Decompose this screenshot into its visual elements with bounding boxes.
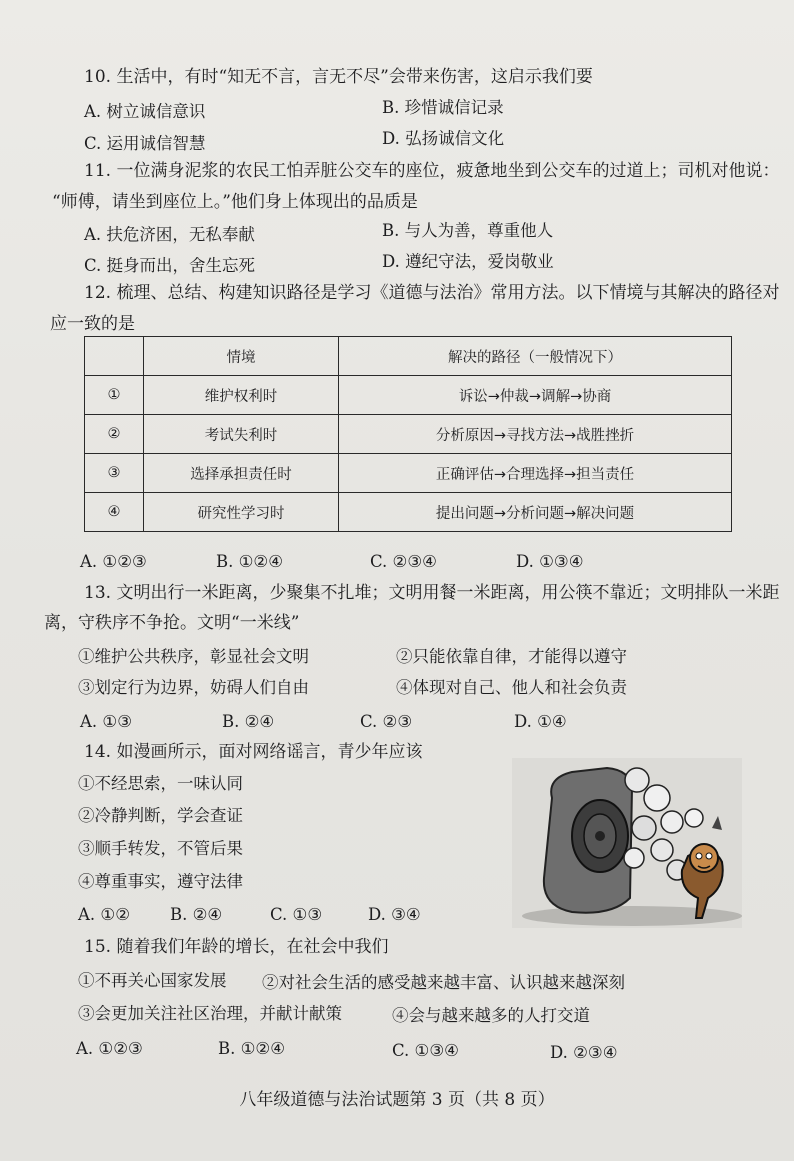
table-cell: 维护权利时 bbox=[144, 376, 339, 415]
table-row bbox=[85, 454, 732, 493]
q10-option-c: C. 运用诚信智慧 bbox=[84, 134, 206, 153]
q13-option-b: B. ②④ bbox=[222, 712, 275, 731]
question-11-stem-line2: “师傅，请坐到座位上。”他们身上体现出的品质是 bbox=[52, 192, 418, 212]
table-cell: ④ bbox=[85, 493, 144, 532]
question-14-stem: 14. 如漫画所示，面对网络谣言，青少年应该 bbox=[84, 742, 423, 762]
q15-option-c: C. ①③④ bbox=[392, 1041, 459, 1060]
table-cell: 选择承担责任时 bbox=[144, 454, 339, 493]
table-cell: 诉讼→仲裁→调解→协商 bbox=[339, 376, 732, 415]
q14-statement-4: ④尊重事实，遵守法律 bbox=[78, 872, 243, 891]
q13-statement-4: ④体现对自己、他人和社会负责 bbox=[396, 678, 627, 697]
question-13-stem-line1: 13. 文明出行一米距离，少聚集不扎堆；文明用餐一米距离，用公筷不靠近；文明排队一米距 bbox=[84, 583, 780, 603]
q14-statement-3: ③顺手转发，不管后果 bbox=[78, 839, 243, 858]
q12-option-c: C. ②③④ bbox=[370, 552, 437, 571]
q15-statement-2: ②对社会生活的感受越来越丰富、认识越来越深刻 bbox=[262, 973, 625, 992]
q15-option-a: A. ①②③ bbox=[76, 1039, 143, 1058]
q13-option-d: D. ①④ bbox=[514, 712, 567, 731]
page-footer: 八年级道德与法治试题第 3 页（共 8 页） bbox=[239, 1090, 555, 1110]
q11-option-c: C. 挺身而出，舍生忘死 bbox=[84, 256, 256, 275]
question-15-stem: 15. 随着我们年龄的增长，在社会中我们 bbox=[84, 937, 389, 957]
q12-option-a: A. ①②③ bbox=[80, 552, 147, 571]
q10-option-b: B. 珍惜诚信记录 bbox=[382, 98, 504, 117]
table-header-cell: 解决的路径（一般情况下） bbox=[339, 337, 732, 376]
q12-option-b: B. ①②④ bbox=[216, 552, 283, 571]
question-13-stem-line2: 离，守秩序不争抢。文明“一米线” bbox=[44, 613, 300, 633]
table-header-row bbox=[85, 337, 732, 376]
q11-option-a: A. 扶危济困，无私奉献 bbox=[84, 225, 255, 244]
table-cell: ② bbox=[85, 415, 144, 454]
question-11-stem-line1: 11. 一位满身泥浆的农民工怕弄脏公交车的座位，疲惫地坐到公交车的过道上；司机对他说： bbox=[84, 161, 780, 181]
table-row bbox=[85, 493, 732, 532]
q11-option-d: D. 遵纪守法，爱岗敬业 bbox=[382, 252, 554, 271]
q14-option-a: A. ①② bbox=[78, 905, 130, 924]
table-row bbox=[85, 376, 732, 415]
table-cell: 正确评估→合理选择→担当责任 bbox=[339, 454, 732, 493]
table-cell: ③ bbox=[85, 454, 144, 493]
question-12-stem-line2: 应一致的是 bbox=[50, 314, 135, 334]
table-cell: 考试失利时 bbox=[144, 415, 339, 454]
q14-option-c: C. ①③ bbox=[270, 905, 323, 924]
q14-statement-2: ②冷静判断，学会查证 bbox=[78, 806, 243, 825]
table-cell: ① bbox=[85, 376, 144, 415]
q13-option-a: A. ①③ bbox=[80, 712, 132, 731]
q12-table bbox=[84, 336, 732, 532]
q10-option-a: A. 树立诚信意识 bbox=[84, 102, 206, 121]
table-row bbox=[85, 415, 732, 454]
table-cell: 提出问题→分析问题→解决问题 bbox=[339, 493, 732, 532]
q14-statement-1: ①不经思索，一味认同 bbox=[78, 774, 243, 793]
q13-statement-2: ②只能依靠自律，才能得以遵守 bbox=[396, 647, 627, 666]
q13-option-c: C. ②③ bbox=[360, 712, 413, 731]
q15-option-b: B. ①②④ bbox=[218, 1039, 285, 1058]
q11-option-b: B. 与人为善，尊重他人 bbox=[382, 221, 554, 240]
table-header-cell: 情境 bbox=[144, 337, 339, 376]
rumor-cartoon-image bbox=[512, 758, 742, 928]
q15-statement-4: ④会与越来越多的人打交道 bbox=[392, 1006, 590, 1025]
table-cell: 研究性学习时 bbox=[144, 493, 339, 532]
table-cell: 分析原因→寻找方法→战胜挫折 bbox=[339, 415, 732, 454]
q15-option-d: D. ②③④ bbox=[550, 1043, 618, 1062]
q10-option-d: D. 弘扬诚信文化 bbox=[382, 129, 505, 148]
q12-option-d: D. ①③④ bbox=[516, 552, 584, 571]
question-10-stem: 10. 生活中，有时“知无不言，言无不尽”会带来伤害，这启示我们要 bbox=[84, 67, 593, 87]
q15-statement-1: ①不再关心国家发展 bbox=[78, 971, 227, 990]
q14-option-d: D. ③④ bbox=[368, 905, 421, 924]
q13-statement-3: ③划定行为边界，妨碍人们自由 bbox=[78, 678, 309, 697]
q13-statement-1: ①维护公共秩序，彰显社会文明 bbox=[78, 647, 309, 666]
q14-option-b: B. ②④ bbox=[170, 905, 223, 924]
question-12-stem-line1: 12. 梳理、总结、构建知识路径是学习《道德与法治》常用方法。以下情境与其解决的路径对 bbox=[84, 283, 780, 303]
q15-statement-3: ③会更加关注社区治理，并献计献策 bbox=[78, 1004, 342, 1023]
table-header-cell bbox=[85, 337, 144, 376]
